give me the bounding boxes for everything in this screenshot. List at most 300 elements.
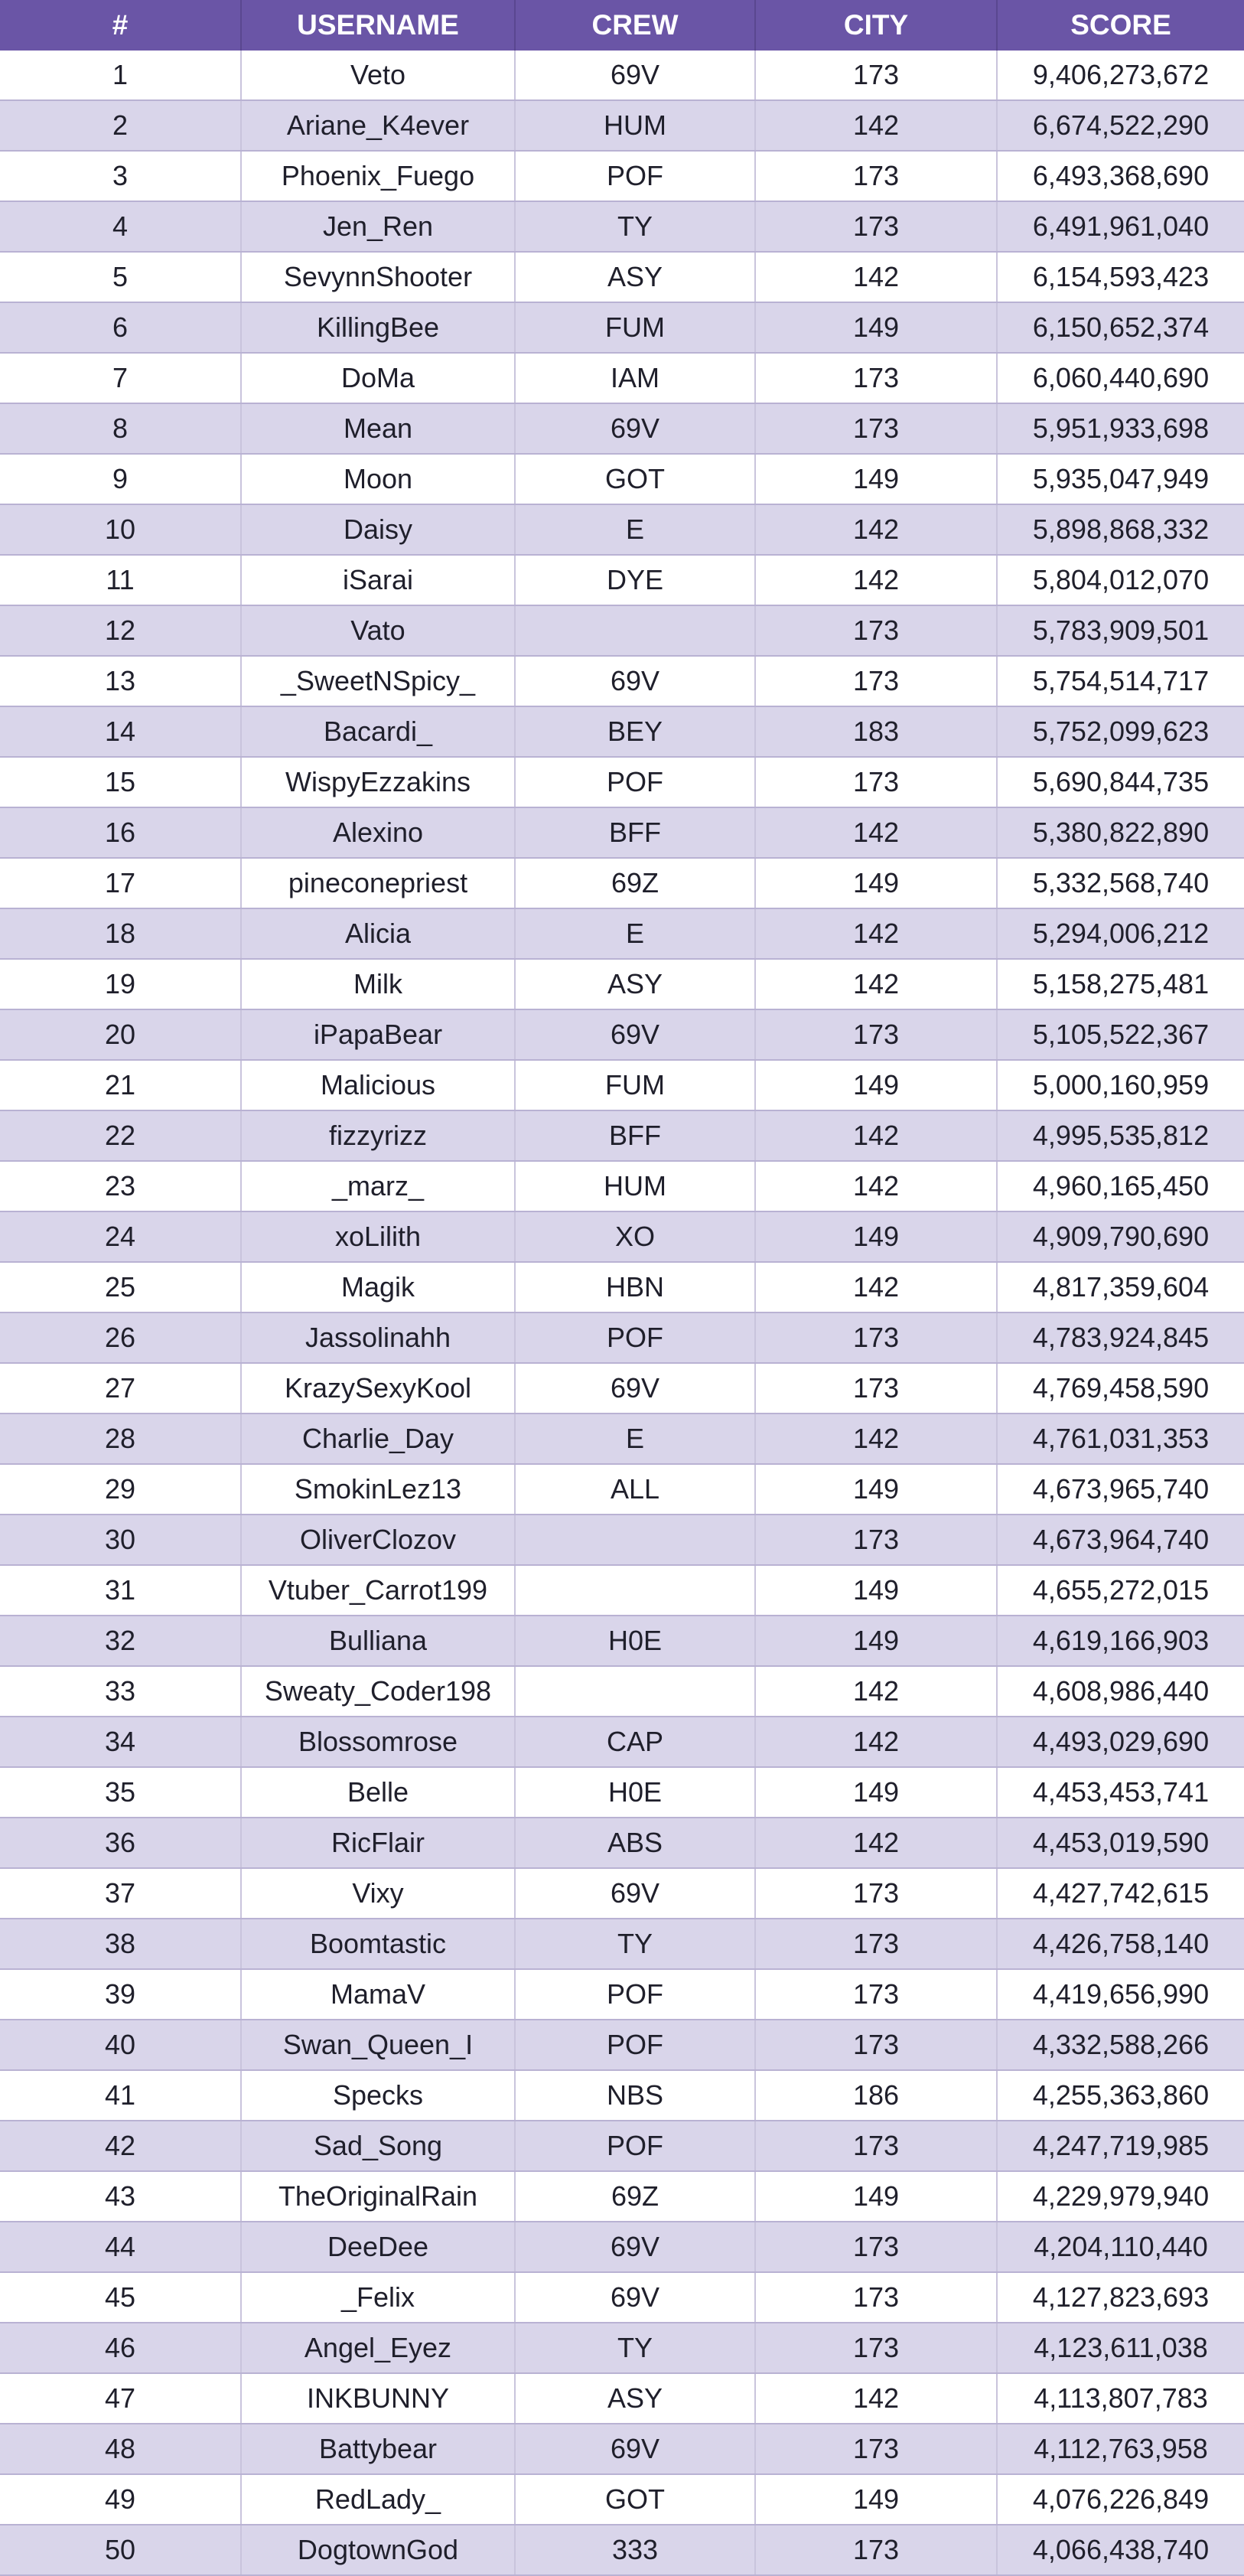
table-row	[0, 656, 1244, 706]
cell-crew: HUM	[515, 1161, 755, 1211]
cell-rank: 35	[0, 1767, 241, 1818]
cell-rank: 50	[0, 2525, 241, 2575]
cell-crew: H0E	[515, 1616, 755, 1666]
cell-score: 4,673,965,740	[997, 1464, 1244, 1515]
cell-username: Jen_Ren	[241, 201, 515, 252]
table-row	[0, 1515, 1244, 1565]
header-city: CITY	[755, 0, 997, 51]
cell-city: 149	[755, 858, 997, 908]
table-row	[0, 1969, 1244, 2020]
table-row	[0, 454, 1244, 504]
cell-city: 142	[755, 959, 997, 1009]
cell-city: 142	[755, 504, 997, 555]
cell-username: Vtuber_Carrot199	[241, 1565, 515, 1616]
cell-score: 4,960,165,450	[997, 1161, 1244, 1211]
cell-city: 173	[755, 1868, 997, 1919]
cell-city: 149	[755, 454, 997, 504]
cell-crew: DYE	[515, 555, 755, 605]
table-row	[0, 2121, 1244, 2171]
cell-username: Boomtastic	[241, 1919, 515, 1969]
cell-rank: 16	[0, 807, 241, 858]
cell-city: 173	[755, 757, 997, 807]
cell-crew: TY	[515, 201, 755, 252]
cell-rank: 31	[0, 1565, 241, 1616]
cell-username: KillingBee	[241, 302, 515, 353]
cell-username: Alexino	[241, 807, 515, 858]
table-row	[0, 2474, 1244, 2525]
cell-rank: 18	[0, 908, 241, 959]
cell-city: 142	[755, 252, 997, 302]
table-row	[0, 1616, 1244, 1666]
cell-rank: 30	[0, 1515, 241, 1565]
cell-city: 149	[755, 1565, 997, 1616]
cell-rank: 4	[0, 201, 241, 252]
cell-score: 4,673,964,740	[997, 1515, 1244, 1565]
cell-score: 6,154,593,423	[997, 252, 1244, 302]
header-crew: CREW	[515, 0, 755, 51]
cell-crew	[515, 1515, 755, 1565]
cell-city: 142	[755, 2373, 997, 2424]
cell-rank: 43	[0, 2171, 241, 2222]
cell-score: 4,332,588,266	[997, 2020, 1244, 2070]
cell-crew: FUM	[515, 302, 755, 353]
cell-crew	[515, 1565, 755, 1616]
cell-crew: TY	[515, 1919, 755, 1969]
cell-score: 5,690,844,735	[997, 757, 1244, 807]
cell-crew: 69V	[515, 1009, 755, 1060]
cell-crew: POF	[515, 1969, 755, 2020]
cell-city: 173	[755, 2323, 997, 2373]
cell-username: Daisy	[241, 504, 515, 555]
cell-score: 6,060,440,690	[997, 353, 1244, 403]
cell-rank: 27	[0, 1363, 241, 1414]
cell-username: Sweaty_Coder198	[241, 1666, 515, 1717]
cell-rank: 49	[0, 2474, 241, 2525]
header-row	[0, 0, 1244, 51]
table-row	[0, 353, 1244, 403]
cell-score: 4,113,807,783	[997, 2373, 1244, 2424]
cell-score: 5,000,160,959	[997, 1060, 1244, 1110]
cell-score: 4,783,924,845	[997, 1312, 1244, 1363]
cell-crew	[515, 1666, 755, 1717]
cell-city: 173	[755, 2424, 997, 2474]
cell-rank: 6	[0, 302, 241, 353]
cell-crew: 69V	[515, 403, 755, 454]
table-row	[0, 2272, 1244, 2323]
cell-username: Battybear	[241, 2424, 515, 2474]
cell-score: 4,127,823,693	[997, 2272, 1244, 2323]
cell-city: 173	[755, 2272, 997, 2323]
cell-username: WispyEzzakins	[241, 757, 515, 807]
cell-score: 6,150,652,374	[997, 302, 1244, 353]
cell-username: Vato	[241, 605, 515, 656]
cell-crew: ASY	[515, 252, 755, 302]
cell-crew: GOT	[515, 2474, 755, 2525]
cell-username: Belle	[241, 1767, 515, 1818]
cell-rank: 23	[0, 1161, 241, 1211]
cell-city: 149	[755, 1767, 997, 1818]
cell-rank: 11	[0, 555, 241, 605]
cell-username: Angel_Eyez	[241, 2323, 515, 2373]
cell-crew: FUM	[515, 1060, 755, 1110]
cell-rank: 25	[0, 1262, 241, 1312]
cell-crew: CAP	[515, 1717, 755, 1767]
cell-score: 5,783,909,501	[997, 605, 1244, 656]
cell-city: 173	[755, 151, 997, 201]
cell-score: 4,255,363,860	[997, 2070, 1244, 2121]
cell-crew: POF	[515, 2121, 755, 2171]
cell-score: 5,294,006,212	[997, 908, 1244, 959]
cell-city: 186	[755, 2070, 997, 2121]
cell-score: 5,804,012,070	[997, 555, 1244, 605]
table-header	[0, 0, 1244, 51]
cell-rank: 14	[0, 706, 241, 757]
cell-city: 173	[755, 2525, 997, 2575]
cell-crew: TY	[515, 2323, 755, 2373]
table-row	[0, 252, 1244, 302]
table-row	[0, 1818, 1244, 1868]
cell-score: 5,951,933,698	[997, 403, 1244, 454]
cell-city: 142	[755, 1262, 997, 1312]
table-row	[0, 2171, 1244, 2222]
header-rank: #	[0, 0, 241, 51]
cell-username: RedLady_	[241, 2474, 515, 2525]
cell-score: 4,761,031,353	[997, 1414, 1244, 1464]
cell-city: 173	[755, 1515, 997, 1565]
table-row	[0, 1464, 1244, 1515]
table-row	[0, 2424, 1244, 2474]
table-row	[0, 706, 1244, 757]
cell-username: Moon	[241, 454, 515, 504]
cell-city: 173	[755, 1363, 997, 1414]
cell-crew: 69V	[515, 2424, 755, 2474]
table-row	[0, 1060, 1244, 1110]
cell-username: SevynnShooter	[241, 252, 515, 302]
cell-rank: 42	[0, 2121, 241, 2171]
cell-city: 142	[755, 555, 997, 605]
table-row	[0, 1009, 1244, 1060]
cell-score: 4,426,758,140	[997, 1919, 1244, 1969]
cell-city: 173	[755, 2121, 997, 2171]
cell-username: Specks	[241, 2070, 515, 2121]
cell-crew: 69V	[515, 1363, 755, 1414]
cell-city: 173	[755, 1919, 997, 1969]
cell-score: 5,158,275,481	[997, 959, 1244, 1009]
table-row	[0, 151, 1244, 201]
cell-crew: BFF	[515, 807, 755, 858]
table-row	[0, 1363, 1244, 1414]
cell-username: DoMa	[241, 353, 515, 403]
cell-score: 6,491,961,040	[997, 201, 1244, 252]
table-row	[0, 1666, 1244, 1717]
cell-score: 4,909,790,690	[997, 1211, 1244, 1262]
cell-score: 4,817,359,604	[997, 1262, 1244, 1312]
cell-rank: 20	[0, 1009, 241, 1060]
cell-city: 142	[755, 1818, 997, 1868]
cell-city: 149	[755, 2474, 997, 2525]
cell-crew: XO	[515, 1211, 755, 1262]
header-score: SCORE	[997, 0, 1244, 51]
cell-city: 173	[755, 1969, 997, 2020]
cell-score: 6,493,368,690	[997, 151, 1244, 201]
cell-score: 4,453,453,741	[997, 1767, 1244, 1818]
cell-score: 4,112,763,958	[997, 2424, 1244, 2474]
cell-score: 4,076,226,849	[997, 2474, 1244, 2525]
cell-username: Ariane_K4ever	[241, 100, 515, 151]
table-row	[0, 2070, 1244, 2121]
cell-username: INKBUNNY	[241, 2373, 515, 2424]
cell-crew: E	[515, 908, 755, 959]
cell-rank: 13	[0, 656, 241, 706]
cell-rank: 5	[0, 252, 241, 302]
cell-score: 5,898,868,332	[997, 504, 1244, 555]
table-row	[0, 302, 1244, 353]
cell-city: 142	[755, 807, 997, 858]
table-row	[0, 1414, 1244, 1464]
table-row	[0, 1868, 1244, 1919]
table-row	[0, 504, 1244, 555]
cell-username: TheOriginalRain	[241, 2171, 515, 2222]
cell-username: _marz_	[241, 1161, 515, 1211]
table-row	[0, 51, 1244, 100]
cell-city: 173	[755, 403, 997, 454]
cell-rank: 40	[0, 2020, 241, 2070]
table-row	[0, 100, 1244, 151]
cell-rank: 32	[0, 1616, 241, 1666]
cell-crew: 333	[515, 2525, 755, 2575]
cell-rank: 26	[0, 1312, 241, 1363]
cell-username: OliverClozov	[241, 1515, 515, 1565]
cell-score: 4,247,719,985	[997, 2121, 1244, 2171]
cell-rank: 48	[0, 2424, 241, 2474]
cell-crew: 69V	[515, 656, 755, 706]
table-body	[0, 51, 1244, 2575]
cell-city: 149	[755, 1060, 997, 1110]
cell-score: 5,332,568,740	[997, 858, 1244, 908]
cell-username: Milk	[241, 959, 515, 1009]
cell-rank: 12	[0, 605, 241, 656]
table-row	[0, 959, 1244, 1009]
cell-crew: E	[515, 1414, 755, 1464]
cell-crew: 69V	[515, 2272, 755, 2323]
table-row	[0, 2020, 1244, 2070]
cell-rank: 36	[0, 1818, 241, 1868]
cell-score: 6,674,522,290	[997, 100, 1244, 151]
cell-rank: 38	[0, 1919, 241, 1969]
table-row	[0, 1767, 1244, 1818]
cell-username: Magik	[241, 1262, 515, 1312]
cell-crew: 69V	[515, 51, 755, 100]
cell-city: 142	[755, 1161, 997, 1211]
cell-score: 9,406,273,672	[997, 51, 1244, 100]
table-row	[0, 1565, 1244, 1616]
cell-crew: 69V	[515, 2222, 755, 2272]
table-row	[0, 807, 1244, 858]
cell-crew: IAM	[515, 353, 755, 403]
cell-rank: 46	[0, 2323, 241, 2373]
cell-rank: 34	[0, 1717, 241, 1767]
cell-username: pineconepriest	[241, 858, 515, 908]
table-row	[0, 403, 1244, 454]
cell-username: Sad_Song	[241, 2121, 515, 2171]
cell-city: 173	[755, 605, 997, 656]
cell-city: 173	[755, 2222, 997, 2272]
cell-crew: BEY	[515, 706, 755, 757]
cell-score: 4,427,742,615	[997, 1868, 1244, 1919]
cell-score: 4,995,535,812	[997, 1110, 1244, 1161]
table-row	[0, 555, 1244, 605]
cell-rank: 19	[0, 959, 241, 1009]
cell-username: Alicia	[241, 908, 515, 959]
cell-city: 183	[755, 706, 997, 757]
cell-crew: ALL	[515, 1464, 755, 1515]
cell-crew: ASY	[515, 2373, 755, 2424]
cell-city: 173	[755, 201, 997, 252]
cell-crew: POF	[515, 151, 755, 201]
cell-score: 5,380,822,890	[997, 807, 1244, 858]
cell-city: 173	[755, 2020, 997, 2070]
table-row	[0, 1919, 1244, 1969]
table-row	[0, 2323, 1244, 2373]
table-row	[0, 1312, 1244, 1363]
cell-crew: POF	[515, 757, 755, 807]
cell-crew: POF	[515, 1312, 755, 1363]
cell-city: 173	[755, 656, 997, 706]
cell-username: xoLilith	[241, 1211, 515, 1262]
cell-score: 4,066,438,740	[997, 2525, 1244, 2575]
cell-username: Jassolinahh	[241, 1312, 515, 1363]
table-row	[0, 1211, 1244, 1262]
cell-rank: 33	[0, 1666, 241, 1717]
cell-score: 4,608,986,440	[997, 1666, 1244, 1717]
cell-rank: 9	[0, 454, 241, 504]
cell-username: iSarai	[241, 555, 515, 605]
cell-score: 5,105,522,367	[997, 1009, 1244, 1060]
cell-city: 173	[755, 353, 997, 403]
cell-username: RicFlair	[241, 1818, 515, 1868]
cell-username: Phoenix_Fuego	[241, 151, 515, 201]
cell-crew: NBS	[515, 2070, 755, 2121]
cell-rank: 41	[0, 2070, 241, 2121]
cell-username: MamaV	[241, 1969, 515, 2020]
cell-rank: 39	[0, 1969, 241, 2020]
cell-rank: 44	[0, 2222, 241, 2272]
cell-rank: 1	[0, 51, 241, 100]
table-row	[0, 2222, 1244, 2272]
cell-city: 142	[755, 100, 997, 151]
cell-crew	[515, 605, 755, 656]
cell-username: DeeDee	[241, 2222, 515, 2272]
cell-score: 4,204,110,440	[997, 2222, 1244, 2272]
cell-rank: 47	[0, 2373, 241, 2424]
table-row	[0, 757, 1244, 807]
cell-username: Veto	[241, 51, 515, 100]
table-row	[0, 1717, 1244, 1767]
cell-crew: HUM	[515, 100, 755, 151]
table-row	[0, 908, 1244, 959]
cell-city: 142	[755, 908, 997, 959]
cell-crew: 69Z	[515, 858, 755, 908]
cell-score: 4,493,029,690	[997, 1717, 1244, 1767]
cell-rank: 29	[0, 1464, 241, 1515]
cell-city: 149	[755, 2171, 997, 2222]
cell-score: 4,655,272,015	[997, 1565, 1244, 1616]
cell-city: 149	[755, 1616, 997, 1666]
cell-rank: 45	[0, 2272, 241, 2323]
cell-score: 5,935,047,949	[997, 454, 1244, 504]
cell-username: Swan_Queen_I	[241, 2020, 515, 2070]
cell-rank: 21	[0, 1060, 241, 1110]
table-row	[0, 1161, 1244, 1211]
cell-username: Mean	[241, 403, 515, 454]
cell-city: 142	[755, 1666, 997, 1717]
cell-username: SmokinLez13	[241, 1464, 515, 1515]
cell-username: _Felix	[241, 2272, 515, 2323]
cell-rank: 37	[0, 1868, 241, 1919]
table-row	[0, 2525, 1244, 2575]
table-row	[0, 1110, 1244, 1161]
cell-username: _SweetNSpicy_	[241, 656, 515, 706]
cell-score: 4,229,979,940	[997, 2171, 1244, 2222]
cell-crew: H0E	[515, 1767, 755, 1818]
cell-city: 142	[755, 1110, 997, 1161]
table-row	[0, 201, 1244, 252]
cell-city: 173	[755, 1312, 997, 1363]
header-username: USERNAME	[241, 0, 515, 51]
cell-rank: 28	[0, 1414, 241, 1464]
cell-username: Malicious	[241, 1060, 515, 1110]
cell-username: Charlie_Day	[241, 1414, 515, 1464]
cell-username: Blossomrose	[241, 1717, 515, 1767]
cell-crew: BFF	[515, 1110, 755, 1161]
table-row	[0, 2373, 1244, 2424]
cell-rank: 7	[0, 353, 241, 403]
cell-crew: 69V	[515, 1868, 755, 1919]
cell-rank: 3	[0, 151, 241, 201]
cell-rank: 17	[0, 858, 241, 908]
cell-rank: 8	[0, 403, 241, 454]
cell-score: 4,123,611,038	[997, 2323, 1244, 2373]
cell-rank: 10	[0, 504, 241, 555]
cell-rank: 2	[0, 100, 241, 151]
cell-crew: ABS	[515, 1818, 755, 1868]
cell-city: 173	[755, 1009, 997, 1060]
cell-score: 5,752,099,623	[997, 706, 1244, 757]
cell-username: fizzyrizz	[241, 1110, 515, 1161]
cell-crew: 69Z	[515, 2171, 755, 2222]
cell-score: 4,453,019,590	[997, 1818, 1244, 1868]
cell-city: 149	[755, 1211, 997, 1262]
cell-rank: 15	[0, 757, 241, 807]
cell-username: Bulliana	[241, 1616, 515, 1666]
cell-city: 142	[755, 1717, 997, 1767]
cell-crew: POF	[515, 2020, 755, 2070]
cell-score: 4,419,656,990	[997, 1969, 1244, 2020]
cell-city: 142	[755, 1414, 997, 1464]
cell-city: 149	[755, 302, 997, 353]
cell-rank: 22	[0, 1110, 241, 1161]
cell-score: 4,769,458,590	[997, 1363, 1244, 1414]
cell-crew: GOT	[515, 454, 755, 504]
cell-rank: 24	[0, 1211, 241, 1262]
cell-crew: E	[515, 504, 755, 555]
cell-username: iPapaBear	[241, 1009, 515, 1060]
cell-score: 4,619,166,903	[997, 1616, 1244, 1666]
table-row	[0, 605, 1244, 656]
cell-username: KrazySexyKool	[241, 1363, 515, 1414]
cell-crew: ASY	[515, 959, 755, 1009]
cell-username: DogtownGod	[241, 2525, 515, 2575]
